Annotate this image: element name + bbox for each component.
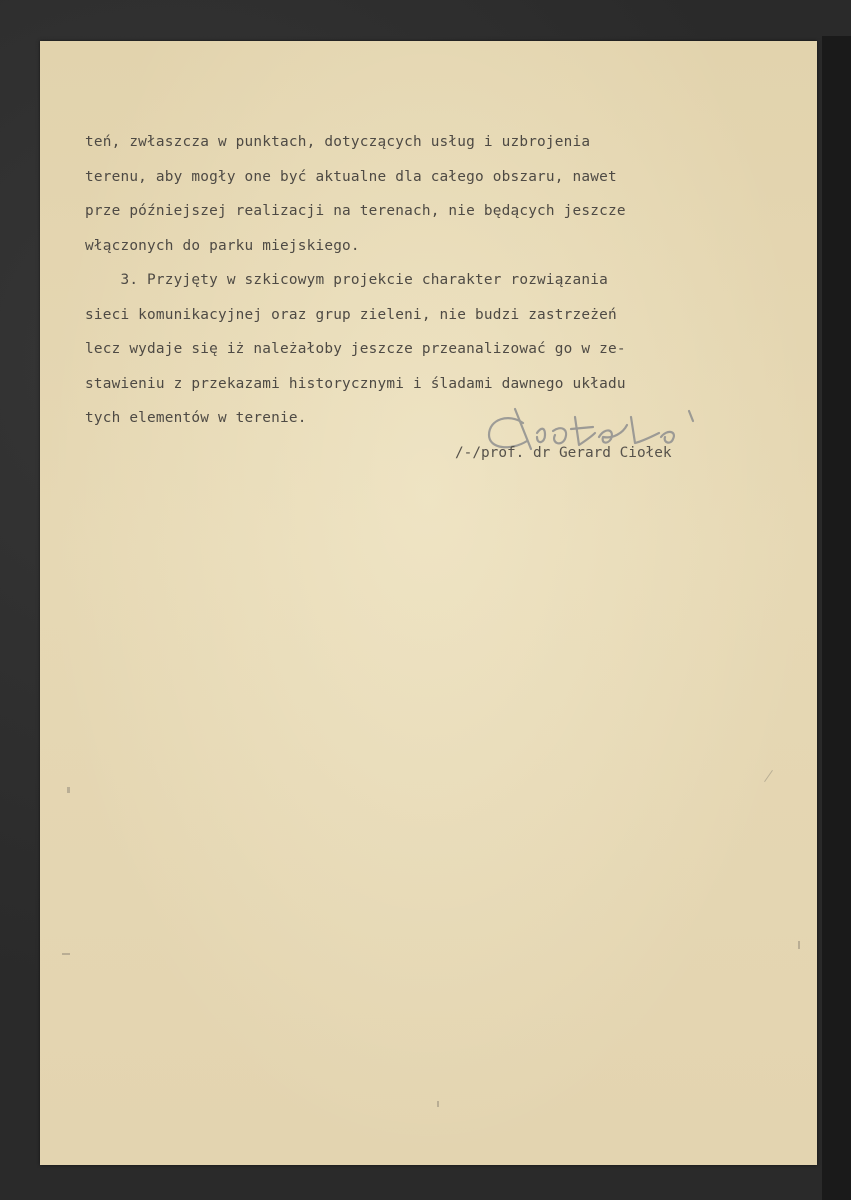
text-line: tych elementów w terenie. — [85, 410, 307, 426]
paper-speck — [437, 1101, 439, 1107]
paper-speck — [67, 787, 70, 793]
text-line: teń, zwłaszcza w punktach, dotyczących usług i uzbrojenia — [85, 134, 591, 150]
signature-block — [455, 403, 775, 513]
scanner-edge — [822, 36, 851, 1200]
text-line: sieci komunikacyjnej oraz grup zieleni, nie budzi zastrzeżeń — [85, 306, 617, 323]
typed-text-body — [85, 125, 785, 436]
text-line: prze późniejszej realizacji na terenach, nie będących jeszcze — [85, 203, 626, 219]
text-line: lecz wydaje się iż należałoby jeszcze przeanalizować go w ze- — [85, 341, 626, 357]
text-line: terenu, aby mogły one być aktualne dla całego obszaru, nawet — [85, 168, 617, 185]
paper-speck — [764, 770, 773, 782]
paper-speck — [62, 953, 70, 955]
paper-speck — [798, 941, 800, 949]
text-line: 3. Przyjęty w szkicowym projekcie charakter rozwiązania — [85, 272, 608, 288]
text-line: włączonych do parku miejskiego. — [85, 237, 360, 254]
document-page — [40, 41, 817, 1165]
text-line: stawieniu z przekazami historycznymi i śladami dawnego układu — [85, 375, 626, 392]
signatory-name: /-/prof. dr Gerard Ciołek — [455, 445, 672, 461]
